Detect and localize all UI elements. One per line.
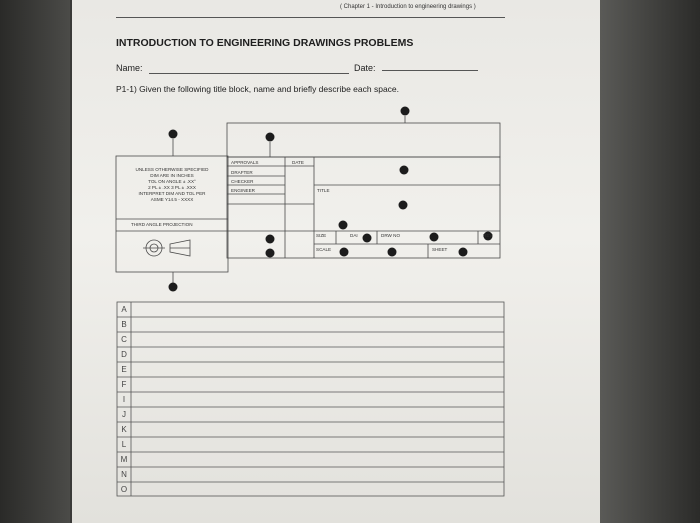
callout-dot — [363, 234, 372, 243]
approvals-label: APPROVALS — [231, 160, 259, 165]
answer-row[interactable] — [132, 318, 503, 332]
answer-letter: N — [121, 470, 127, 479]
date-label: Date: — [354, 63, 376, 73]
answer-row[interactable] — [132, 468, 503, 482]
answer-letter: J — [122, 410, 126, 419]
answer-row[interactable] — [132, 483, 503, 496]
answer-row[interactable] — [132, 453, 503, 467]
answer-row[interactable] — [132, 423, 503, 437]
answer-letter: K — [121, 425, 127, 434]
callout-dot — [266, 249, 275, 258]
third-angle-label: THIRD ANGLE PROJECTION — [131, 222, 193, 227]
callout-dot — [266, 235, 275, 244]
rev-label: REV — [483, 233, 493, 238]
chapter-header: ( Chapter 1 - Introduction to engineering drawings ) — [340, 4, 476, 10]
callout-dot — [401, 107, 410, 116]
title-label: TITLE — [317, 188, 330, 193]
answer-row[interactable] — [132, 393, 503, 407]
callout-dot — [266, 133, 275, 142]
answer-letter: I — [122, 395, 126, 404]
tolerance-line: TOL ON ANGLE ± .XX° — [148, 179, 196, 184]
tolerance-line: DIM ARE IN INCHES — [150, 173, 194, 178]
answer-row[interactable] — [132, 408, 503, 422]
answer-letter: A — [121, 305, 127, 314]
answer-letter: L — [121, 440, 127, 449]
answer-row[interactable] — [132, 363, 503, 377]
drw-no-label: DRW NO — [381, 233, 401, 238]
date-cell-label: DATE — [292, 160, 304, 165]
sheet-label: SHEET — [432, 247, 448, 252]
callout-dot — [388, 248, 397, 257]
callout-dot — [340, 248, 349, 257]
answer-letter: F — [121, 380, 127, 389]
callout-dot — [400, 166, 409, 175]
answer-row[interactable] — [132, 438, 503, 452]
name-label: Name: — [116, 63, 143, 73]
answer-letter: C — [121, 335, 127, 344]
tolerance-line: INTERPRET DIM AND TOL PER — [138, 191, 206, 196]
answer-letter: M — [120, 455, 128, 464]
tolerance-line: 2 PL ± .XX 3 PL ± .XXX — [148, 185, 196, 190]
callout-dot — [399, 201, 408, 210]
callout-dot — [459, 248, 468, 257]
answer-letter: E — [121, 365, 127, 374]
answer-row[interactable] — [132, 378, 503, 392]
answer-letter: D — [121, 350, 127, 359]
answer-letter: O — [120, 485, 128, 494]
answer-row[interactable] — [132, 303, 503, 317]
problem-statement: P1-1) Given the following title block, name and briefly describe each space. — [116, 84, 400, 94]
answer-row[interactable] — [132, 348, 503, 362]
page-title: INTRODUCTION TO ENGINEERING DRAWINGS PROBLEMS — [116, 37, 414, 49]
callout-dot — [169, 130, 178, 139]
tolerance-line: ASME Y14.5 - XXXX — [150, 197, 194, 202]
answer-letter: B — [121, 320, 127, 329]
dai-label: DAI — [350, 233, 358, 238]
checker-label: CHECKER — [231, 179, 254, 184]
answer-row[interactable] — [132, 333, 503, 347]
scale-label: SCALE — [316, 247, 332, 252]
tolerance-line: UNLESS OTHERWISE SPECIFIED — [135, 167, 209, 172]
callout-dot — [430, 233, 439, 242]
engineer-label: ENGINEER — [231, 188, 255, 193]
callout-dot — [339, 221, 348, 230]
size-label: SIZE — [316, 233, 327, 238]
callout-dot — [169, 283, 178, 292]
drafter-label: DRAFTER — [231, 170, 253, 175]
